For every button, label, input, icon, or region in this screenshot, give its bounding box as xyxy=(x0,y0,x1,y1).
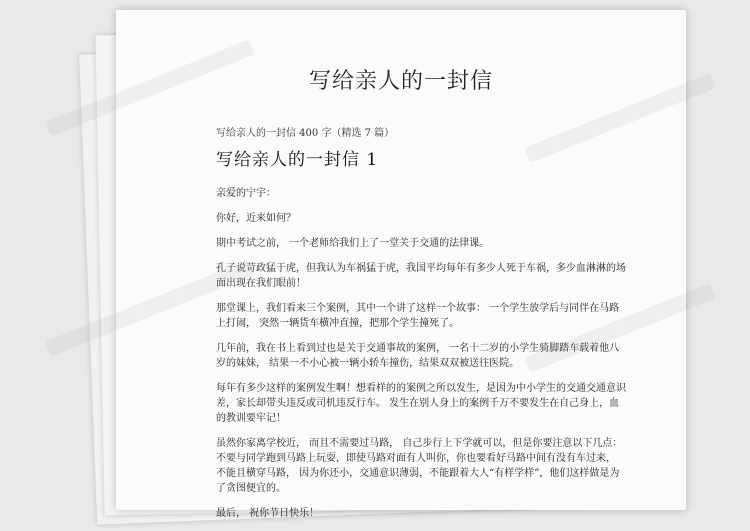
salutation: 亲爱的宁宇： xyxy=(216,188,276,199)
paragraph: 虽然你家离学校近， 而且不需要过马路， 自己步行上下学就可以，但是你要注意以下几点：不要与同学跑到马路上玩耍，即使马路对面有人叫你，你也要看好马路中间有没有车过来， 不能且横穿马路， 因为你还小，交通意识薄弱，不能跟着大人“有样学样”，他们这样做是为了贪图便宜的。 xyxy=(216,438,623,494)
paragraph: 那堂课上，我们看来三个案例，其中一个讲了这样一个故事： 一个学生放学后与同伴在马路上打闹， 突然一辆货车横冲直撞，把那个学生撞死了。 xyxy=(216,303,620,329)
paragraph: 几年前，我在书上看到过也是关于交通事故的案例， 一名十二岁的小学生骑脚踏车载着他八岁的妹妹， 结果一不小心被一辆小轿车撞伤，结果双双被送往医院。 xyxy=(216,343,620,369)
document-subtitle: 写给亲人的一封信 400 字（精选 7 篇） xyxy=(216,128,395,139)
paragraph: 你好，近来如何？ xyxy=(216,213,296,224)
letter-title: 写给亲人的一封信 1 xyxy=(216,150,379,170)
paragraph: 每年有多少这样的案例发生啊！想看样的的案例之所以发生，是因为中小学生的交通交通意识差，家长却带头违反或司机违反行车。 发生在别人身上的案例千万不要发生在自己身上，血的教训要牢记！ xyxy=(216,383,626,424)
document-title: 写给亲人的一封信 xyxy=(308,69,493,94)
paragraph: 期中考试之前， 一个老师给我们上了一堂关于交通的法律课。 xyxy=(216,238,490,249)
letter-body xyxy=(216,186,626,531)
document-page xyxy=(116,10,686,519)
closing: 最后， 祝你节日快乐！ xyxy=(216,508,320,519)
paragraph: 孔子说苛政猛于虎，但我认为车祸猛于虎，我国平均每年有多少人死于车祸，多少血淋淋的场面出现在我们眼前！ xyxy=(216,263,626,289)
